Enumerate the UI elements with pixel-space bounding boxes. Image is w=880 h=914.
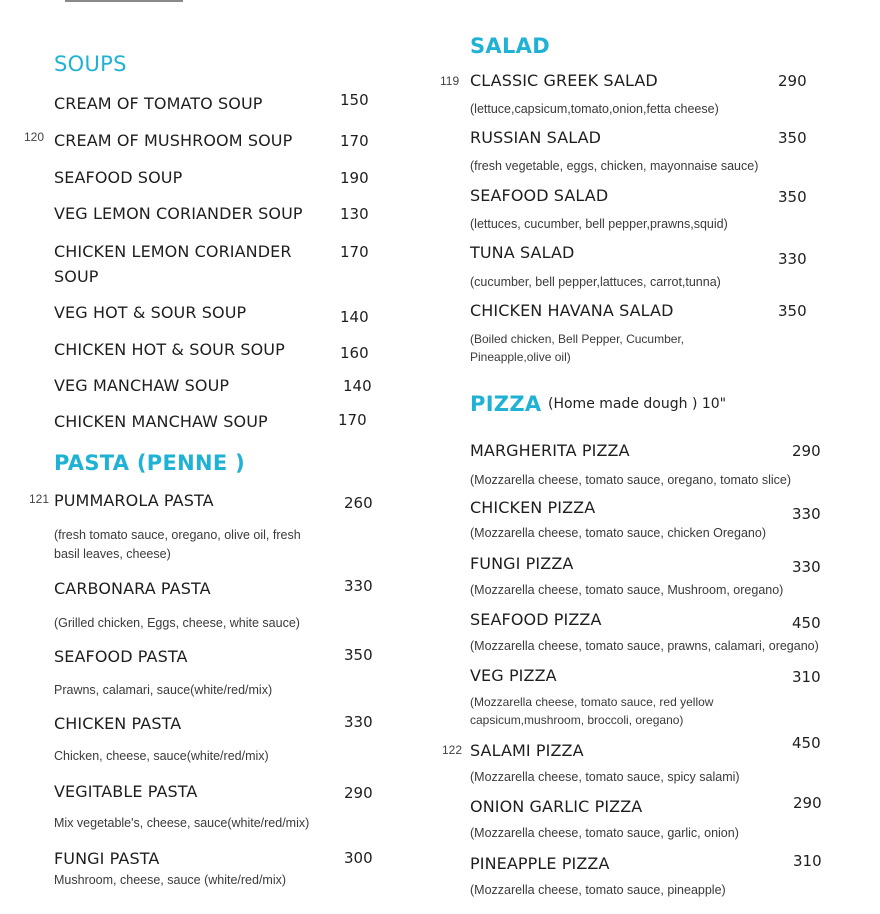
menu-item-price: 330 <box>778 250 807 268</box>
page-ref-number: 122 <box>442 743 463 757</box>
menu-item-name: FUNGI PIZZA <box>470 554 574 573</box>
page-ref-number: 120 <box>24 130 45 144</box>
menu-item-price: 350 <box>778 302 807 320</box>
menu-item-price: 310 <box>793 852 822 870</box>
menu-item-name: SALAMI PIZZA <box>470 741 584 760</box>
menu-item-price: 330 <box>344 713 373 731</box>
menu-item-price: 330 <box>344 577 373 595</box>
menu-item-description: (Mozzarella cheese, tomato sauce, red yellow capsicum,mushroom, broccoli, oregano) <box>470 695 714 727</box>
menu-item-name: SEAFOOD SALAD <box>470 186 609 205</box>
menu-item-price: 350 <box>778 129 807 147</box>
menu-item-name: VEG HOT & SOUR SOUP <box>54 303 247 322</box>
menu-item-name: CREAM OF TOMATO SOUP <box>54 94 263 113</box>
menu-item-name: PINEAPPLE PIZZA <box>470 854 610 873</box>
menu-item-price: 330 <box>792 505 821 523</box>
menu-item-description: Mix vegetable's, cheese, sauce(white/red/mix) <box>54 816 310 830</box>
menu-item-description: (lettuce,capsicum,tomato,onion,fetta cheese) <box>470 102 719 116</box>
menu-item-description: (Mozzarella cheese, tomato sauce, prawns, calamari, oregano) <box>470 639 819 653</box>
menu-item-name: CHICKEN PASTA <box>54 714 182 733</box>
menu-item-description: (Mozzarella cheese, tomato sauce, oregano, tomato slice) <box>470 473 791 487</box>
menu-item-description: (Mozzarella cheese, tomato sauce, garlic, onion) <box>470 826 739 840</box>
menu-item-price: 350 <box>344 646 373 664</box>
top-divider <box>65 0 183 2</box>
menu-item-name: CREAM OF MUSHROOM SOUP <box>54 131 293 150</box>
menu-item-description: (Mozzarella cheese, tomato sauce, pineapple) <box>470 883 726 897</box>
menu-item-name: VEG LEMON CORIANDER SOUP <box>54 204 303 223</box>
menu-item-price: 450 <box>792 734 821 752</box>
menu-item-price: 350 <box>778 188 807 206</box>
menu-item-price: 140 <box>340 308 369 326</box>
menu-item-name: VEGITABLE PASTA <box>54 782 198 801</box>
menu-item-price: 290 <box>344 784 373 802</box>
menu-item-price: 300 <box>344 849 373 867</box>
menu-item-name: CHICKEN PIZZA <box>470 498 596 517</box>
menu-item-price: 130 <box>340 205 369 223</box>
section-title-salad: SALAD <box>470 34 550 58</box>
menu-item-name: ONION GARLIC PIZZA <box>470 797 643 816</box>
menu-item-name: CHICKEN HAVANA SALAD <box>470 301 674 320</box>
menu-item-name: FUNGI PASTA <box>54 849 160 868</box>
menu-item-description: (Grilled chicken, Eggs, cheese, white sauce) <box>54 616 300 630</box>
menu-item-description: Mushroom, cheese, sauce (white/red/mix) <box>54 873 287 887</box>
menu-item-price: 290 <box>792 442 821 460</box>
menu-item-name: RUSSIAN SALAD <box>470 128 602 147</box>
menu-item-description: (Boiled chicken, Bell Pepper, Cucumber, Pineapple,olive oil) <box>470 332 685 364</box>
menu-item-price: 310 <box>792 668 821 686</box>
menu-item-price: 330 <box>792 558 821 576</box>
menu-item-price: 160 <box>340 344 369 362</box>
menu-item-price: 290 <box>778 72 807 90</box>
menu-item-description: Chicken, cheese, sauce(white/red/mix) <box>54 749 269 763</box>
menu-item-name: PUMMAROLA PASTA <box>54 491 214 510</box>
menu-item-price: 170 <box>340 243 369 261</box>
menu-item-name: CHICKEN LEMON CORIANDER <box>54 242 292 261</box>
menu-item-name: SEAFOOD PASTA <box>54 647 188 666</box>
menu-item-name: CHICKEN HOT & SOUR SOUP <box>54 340 285 359</box>
menu-item-description: (fresh tomato sauce, oregano, olive oil, fresh basil leaves, cheese) <box>54 528 301 561</box>
menu-item-price: 450 <box>792 614 821 632</box>
menu-item-price: 190 <box>340 169 369 187</box>
section-title-soups: SOUPS <box>54 52 127 76</box>
section-subtitle-pizza: (Home made dough ) 10" <box>548 396 727 412</box>
page-ref-number: 121 <box>29 492 50 506</box>
menu-item-name: CHICKEN MANCHAW SOUP <box>54 412 268 431</box>
menu-item-price: 150 <box>340 91 369 109</box>
menu-item-price: 260 <box>344 494 373 512</box>
menu-item-price: 170 <box>340 132 369 150</box>
menu-item-name: SEAFOOD SOUP <box>54 168 183 187</box>
menu-item-description: Prawns, calamari, sauce(white/red/mix) <box>54 683 273 697</box>
menu-item-price: 140 <box>343 377 372 395</box>
page-ref-number: 119 <box>440 74 460 88</box>
menu-item-name: VEG MANCHAW SOUP <box>54 376 230 395</box>
menu-item-name: VEG PIZZA <box>470 666 557 685</box>
menu-item-description: (Mozzarella cheese, tomato sauce, Mushroom, oregano) <box>470 583 784 597</box>
menu-item-price: 290 <box>793 794 822 812</box>
section-title-pasta: PASTA (PENNE ) <box>54 451 246 475</box>
menu-item-name: SEAFOOD PIZZA <box>470 610 602 629</box>
menu-item-description: (lettuces, cucumber, bell pepper,prawns,squid) <box>470 217 728 231</box>
menu-item-name-line2: SOUP <box>54 267 99 286</box>
menu-item-description: (Mozzarella cheese, tomato sauce, chicken Oregano) <box>470 526 766 540</box>
menu-item-price: 170 <box>338 411 367 429</box>
menu-item-name: CLASSIC GREEK SALAD <box>470 71 658 90</box>
menu-item-description: (cucumber, bell pepper,lattuces, carrot,tunna) <box>470 275 721 289</box>
menu-item-name: TUNA SALAD <box>470 243 575 262</box>
menu-item-name: CARBONARA PASTA <box>54 579 211 598</box>
section-title-pizza: PIZZA <box>470 392 542 416</box>
menu-item-name: MARGHERITA PIZZA <box>470 441 630 460</box>
menu-item-description: (fresh vegetable, eggs, chicken, mayonnaise sauce) <box>470 159 759 173</box>
menu-item-description: (Mozzarella cheese, tomato sauce, spicy salami) <box>470 770 740 784</box>
